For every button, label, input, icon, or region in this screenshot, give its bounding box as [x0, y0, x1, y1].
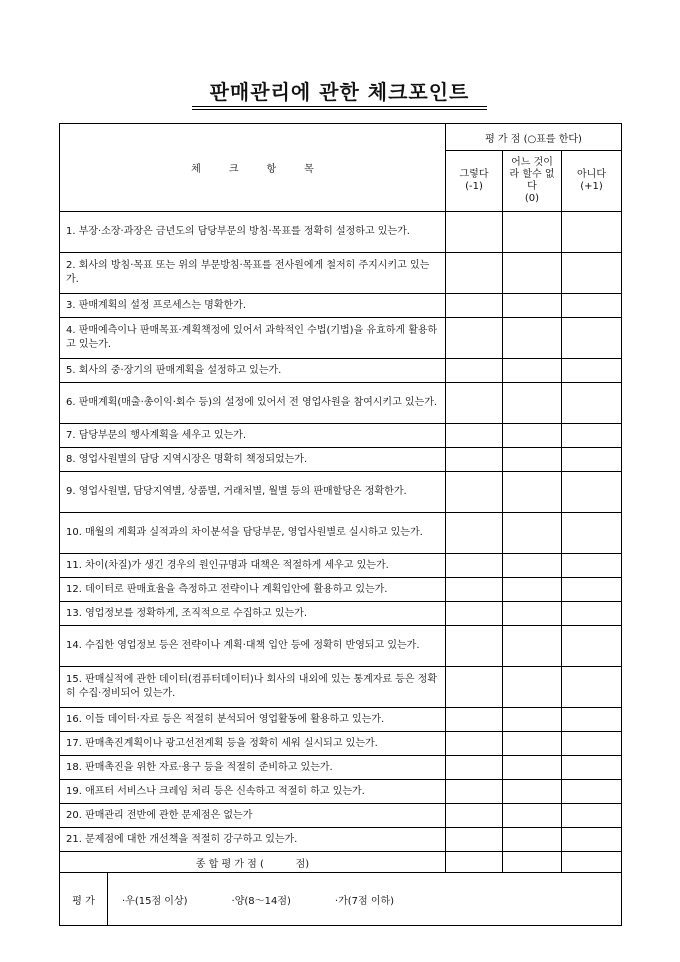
answer-cell-neutral[interactable] — [503, 294, 562, 318]
check-item-text: 5. 회사의 중·장기의 판매계획을 설정하고 있는가. — [66, 364, 282, 376]
check-item-text: 11. 차이(차질)가 생긴 경우의 원인규명과 대책은 적절하게 세우고 있는가. — [66, 559, 389, 571]
total-row — [60, 852, 622, 873]
answer-cell-yes[interactable] — [446, 756, 503, 780]
eval-score-header: 평 가 점 (○표를 한다) — [446, 124, 622, 151]
answer-cell-neutral[interactable] — [503, 212, 562, 253]
check-item — [60, 253, 446, 294]
check-item-text: 3. 판매계획의 설정 프로세스는 명확한가. — [66, 299, 246, 311]
table-row — [60, 578, 622, 602]
answer-cell-neutral[interactable] — [503, 756, 562, 780]
check-item-text: 14. 수집한 영업정보 등은 전략이나 계획·대책 입안 등에 정확히 반영되고 있는가. — [66, 640, 420, 651]
answer-cell-yes[interactable] — [446, 804, 503, 828]
check-item — [60, 828, 446, 852]
items-header: 체 크 항 목 — [60, 124, 446, 212]
table-row — [60, 424, 622, 448]
check-item — [60, 212, 446, 253]
answer-cell-neutral[interactable] — [503, 554, 562, 578]
check-item — [60, 359, 446, 383]
evaluation-row — [60, 873, 622, 926]
evaluation-options — [108, 873, 622, 926]
answer-cell-neutral[interactable] — [503, 804, 562, 828]
check-item — [60, 383, 446, 424]
title-underline — [192, 106, 487, 107]
table-row — [60, 602, 622, 626]
answer-cell-yes[interactable] — [446, 626, 503, 667]
check-item — [60, 708, 446, 732]
answer-cell-no[interactable] — [562, 472, 622, 513]
answer-cell-neutral[interactable] — [503, 828, 562, 852]
column-yes: 그렇다 (-1) — [446, 151, 503, 212]
answer-cell-neutral[interactable] — [503, 359, 562, 383]
check-item-text: 10. 매월의 계획과 실적과의 차이분석을 담당부문, 영업사원별로 실시하고 있는가. — [66, 527, 423, 538]
total-empty-cell — [503, 852, 562, 873]
answer-cell-no[interactable] — [562, 602, 622, 626]
answer-cell-yes[interactable] — [446, 212, 503, 253]
answer-cell-yes[interactable] — [446, 780, 503, 804]
evaluation-option: ·가(7점 이하) — [334, 895, 395, 907]
table-row — [60, 359, 622, 383]
answer-cell-yes[interactable] — [446, 383, 503, 424]
column-no: 아니다 (+1) — [562, 151, 622, 212]
table-row — [60, 472, 622, 513]
table-row — [60, 554, 622, 578]
check-item-text: 16. 이들 데이터·자료 등은 적절히 분석되어 영업활동에 활용하고 있는가. — [66, 713, 385, 725]
title-underline-2 — [192, 109, 487, 110]
table-row — [60, 756, 622, 780]
answer-cell-no[interactable] — [562, 448, 622, 472]
check-item — [60, 626, 446, 667]
check-item-text: 12. 데이터로 판매효율을 측정하고 전략이나 계획입안에 활용하고 있는가. — [66, 583, 388, 595]
answer-cell-no[interactable] — [562, 804, 622, 828]
table-row — [60, 253, 622, 294]
check-item-text: 17. 판매촉진계획이나 광고선전계획 등을 정확히 세워 실시되고 있는가. — [66, 737, 378, 749]
answer-cell-neutral[interactable] — [503, 626, 562, 667]
answer-cell-yes[interactable] — [446, 318, 503, 359]
answer-cell-neutral[interactable] — [503, 472, 562, 513]
table-row — [60, 708, 622, 732]
answer-cell-yes[interactable] — [446, 359, 503, 383]
check-item-text: 18. 판매촉진을 위한 자료·용구 등을 적절히 준비하고 있는가. — [66, 761, 333, 773]
check-item — [60, 294, 446, 318]
check-item — [60, 448, 446, 472]
table-row — [60, 732, 622, 756]
answer-cell-neutral[interactable] — [503, 602, 562, 626]
check-item — [60, 756, 446, 780]
check-item-text: 4. 판매예측이나 판매목표·계획책정에 있어서 과학적인 수법(기법)을 유효하게 활용하고 있는가. — [66, 325, 438, 350]
check-item-text: 6. 판매계획(매출·총이익·회수 등)의 설정에 있어서 전 영업사원을 참여시키고 있는가. — [66, 397, 438, 408]
answer-cell-no[interactable] — [562, 212, 622, 253]
answer-cell-neutral[interactable] — [503, 732, 562, 756]
check-item — [60, 318, 446, 359]
check-item — [60, 424, 446, 448]
check-item-text: 1. 부장·소장·과장은 금년도의 담당부문의 방침·목표를 정확히 설정하고 있는가. — [66, 226, 410, 237]
answer-cell-yes[interactable] — [446, 578, 503, 602]
answer-cell-yes[interactable] — [446, 253, 503, 294]
answer-cell-no[interactable] — [562, 667, 622, 708]
check-item-text: 20. 판매관리 전반에 관한 문제점은 없는가 — [66, 809, 253, 821]
answer-cell-no[interactable] — [562, 732, 622, 756]
total-empty-cell — [562, 852, 622, 873]
check-item — [60, 554, 446, 578]
answer-cell-yes[interactable] — [446, 732, 503, 756]
answer-cell-neutral[interactable] — [503, 513, 562, 554]
answer-cell-no[interactable] — [562, 780, 622, 804]
evaluation-option: ·우(15점 이상) — [122, 895, 188, 907]
answer-cell-no[interactable] — [562, 513, 622, 554]
evaluation-option: ·양(8～14점) — [231, 895, 291, 907]
answer-cell-neutral[interactable] — [503, 708, 562, 732]
check-item-text: 13. 영업정보를 정확하게, 조직적으로 수집하고 있는가. — [66, 607, 308, 619]
answer-cell-no[interactable] — [562, 318, 622, 359]
check-item-text: 9. 영업사원별, 담당지역별, 상품별, 거래처별, 월별 등의 판매할당은 정확한가. — [66, 486, 407, 497]
answer-cell-neutral[interactable] — [503, 578, 562, 602]
answer-cell-neutral[interactable] — [503, 253, 562, 294]
check-item — [60, 732, 446, 756]
answer-cell-yes[interactable] — [446, 294, 503, 318]
answer-cell-yes[interactable] — [446, 554, 503, 578]
answer-cell-no[interactable] — [562, 828, 622, 852]
check-item — [60, 513, 446, 554]
total-score-label: 종 합 평 가 점 ( 점) — [60, 852, 446, 873]
check-item — [60, 472, 446, 513]
check-item — [60, 804, 446, 828]
check-item-text: 19. 애프터 서비스나 크레임 처리 등은 신속하고 적절히 하고 있는가. — [66, 785, 365, 797]
answer-cell-neutral[interactable] — [503, 780, 562, 804]
answer-cell-yes[interactable] — [446, 667, 503, 708]
answer-cell-yes[interactable] — [446, 828, 503, 852]
answer-cell-no[interactable] — [562, 578, 622, 602]
table-row — [60, 448, 622, 472]
evaluation-label: 평 가 — [60, 873, 108, 926]
table-row — [60, 212, 622, 253]
answer-cell-yes[interactable] — [446, 513, 503, 554]
answer-cell-yes[interactable] — [446, 448, 503, 472]
answer-cell-neutral[interactable] — [503, 424, 562, 448]
checklist-table — [59, 123, 622, 926]
total-empty-cell — [446, 852, 503, 873]
column-neutral: 어느 것이라 할수 없다 (0) — [503, 151, 562, 212]
answer-cell-yes[interactable] — [446, 602, 503, 626]
answer-cell-no[interactable] — [562, 294, 622, 318]
table-row — [60, 513, 622, 554]
answer-cell-yes[interactable] — [446, 708, 503, 732]
answer-cell-neutral[interactable] — [503, 383, 562, 424]
answer-cell-no[interactable] — [562, 359, 622, 383]
answer-cell-no[interactable] — [562, 383, 622, 424]
check-item — [60, 667, 446, 708]
table-row — [60, 626, 622, 667]
answer-cell-yes[interactable] — [446, 424, 503, 448]
answer-cell-neutral[interactable] — [503, 318, 562, 359]
answer-cell-no[interactable] — [562, 756, 622, 780]
check-item — [60, 602, 446, 626]
answer-cell-neutral[interactable] — [503, 448, 562, 472]
check-item-text: 7. 담당부문의 행사계획을 세우고 있는가. — [66, 429, 246, 441]
check-item — [60, 578, 446, 602]
check-item — [60, 780, 446, 804]
table-row — [60, 318, 622, 359]
answer-cell-no[interactable] — [562, 253, 622, 294]
check-item-text: 15. 판매실적에 관한 데이터(컴퓨터데이터)나 회사의 내외에 있는 통계자료 등은 정확히 수집·정비되어 있는가. — [66, 674, 438, 699]
answer-cell-no[interactable] — [562, 554, 622, 578]
page-title: 판매관리에 관한 체크포인트 — [209, 80, 470, 104]
table-row — [60, 780, 622, 804]
table-row — [60, 383, 622, 424]
table-row — [60, 294, 622, 318]
answer-cell-no[interactable] — [562, 424, 622, 448]
check-item-text: 21. 문제점에 대한 개선책을 적절히 강구하고 있는가. — [66, 833, 298, 845]
check-item-text: 2. 회사의 방침·목표 또는 위의 부문방침·목표를 전사원에게 철저히 주지시키고 있는가. — [66, 260, 430, 285]
check-item-text: 8. 영업사원별의 담당 지역시장은 명확히 책정되었는가. — [66, 453, 308, 465]
answer-cell-no[interactable] — [562, 626, 622, 667]
answer-cell-neutral[interactable] — [503, 667, 562, 708]
table-row — [60, 804, 622, 828]
table-row — [60, 667, 622, 708]
answer-cell-yes[interactable] — [446, 472, 503, 513]
table-row — [60, 828, 622, 852]
answer-cell-no[interactable] — [562, 708, 622, 732]
